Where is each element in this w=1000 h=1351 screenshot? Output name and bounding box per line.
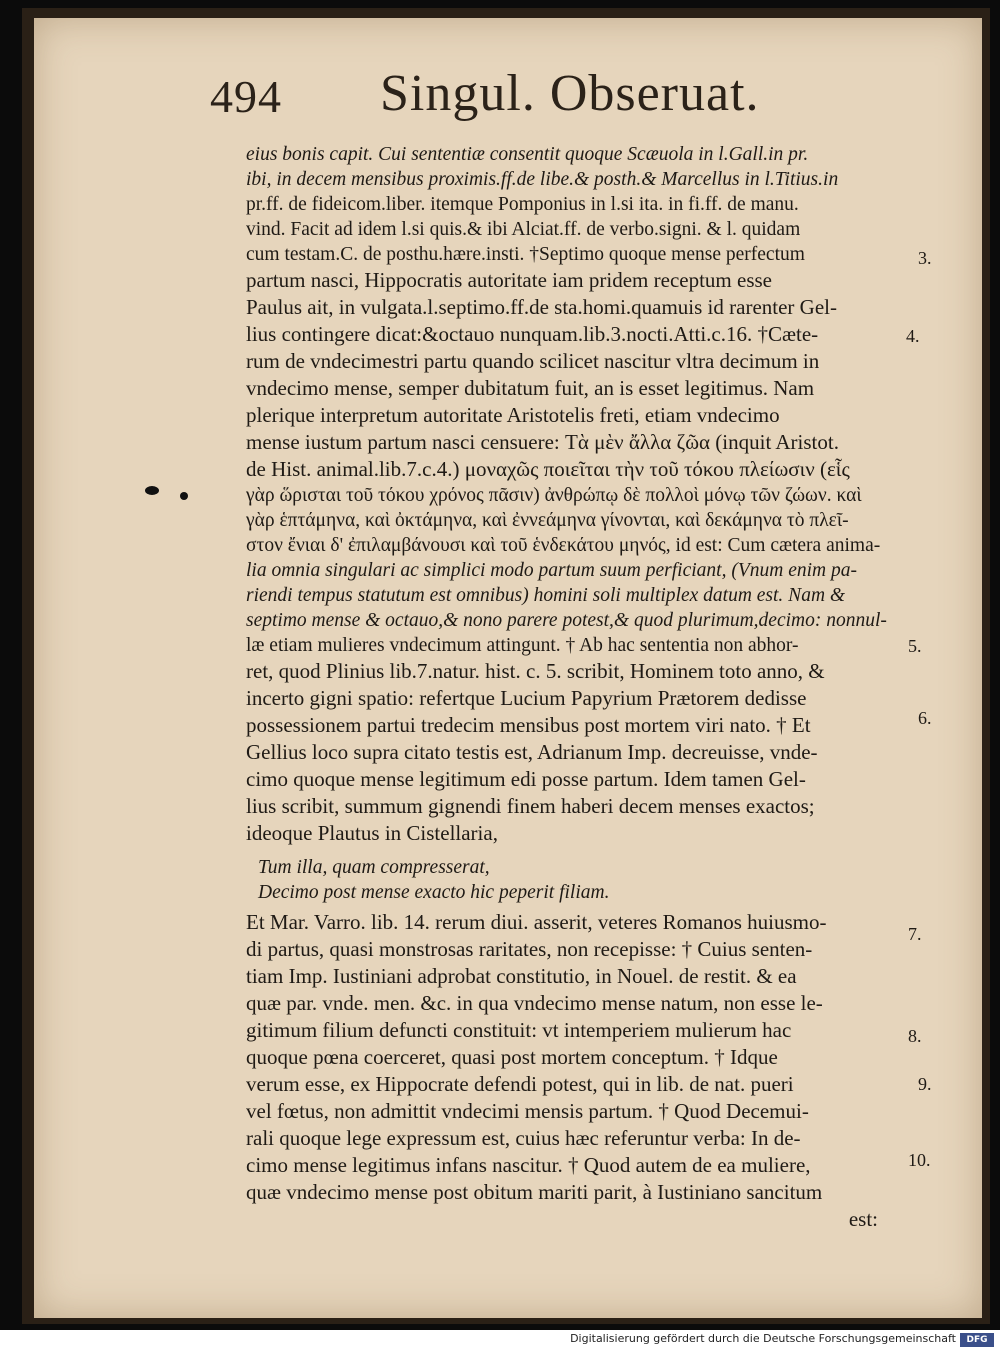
text-line: tiam Imp. Iustiniani adprobat constitutio, in Nouel. de restit. & ea (246, 964, 797, 988)
margin-number: 8. (908, 1026, 922, 1046)
text-line: gitimum filium defuncti constituit: vt intemperiem mulierum hac (246, 1018, 792, 1042)
text-line: vndecimo mense, semper dubitatum fuit, an is esset legitimus. Nam (246, 376, 815, 400)
text-line: Et Mar. Varro. lib. 14. rerum diui. asserit, veteres Romanos huiusmo- (246, 910, 827, 934)
text-line: cum testam.C. de posthu.hære.insti. †Septimo quoque mense perfectum (246, 244, 805, 265)
margin-number: 10. (908, 1150, 931, 1170)
text-line: læ etiam mulieres vndecimum attingunt. † Ab hac sententia non abhor- (246, 635, 799, 656)
text-line: plerique interpretum autoritate Aristotelis freti, etiam vndecimo (246, 403, 780, 427)
text-line: vind. Facit ad idem l.si quis.& ibi Alciat.ff. de verbo.signi. & l. quidam (246, 219, 801, 240)
text-line: γὰρ ὥρισται τοῦ τόκου χρόνος πᾶσιν) ἀνθρώπῳ δὲ πολλοὶ μόνῳ τῶν ζώων. καὶ (246, 485, 862, 506)
page-number: 494 (210, 71, 282, 122)
text-line: cimo quoque mense legitimum edi posse partum. Idem tamen Gel- (246, 767, 806, 791)
text-line: lia omnia singulari ac simplici modo partum suum perficiant, (Vnum enim pa- (246, 560, 857, 581)
text-line: verum esse, ex Hippocrate defendi potest, qui in lib. de nat. pueri (246, 1072, 794, 1096)
page-header (210, 64, 910, 144)
text-line: ideoque Plautus in Cistellaria, (246, 821, 498, 845)
text-line: στον ἔνιαι δ' ἐπιλαμβάνουσι καὶ τοῦ ἑνδεκάτου μηνός, id est: Cum cætera anima- (246, 535, 881, 556)
margin-number: 6. (918, 708, 932, 728)
text-line: rali quoque lege expressum est, cuius hæc referuntur verba: In de- (246, 1126, 801, 1150)
ink-blot (145, 486, 159, 495)
text-line: quæ par. vnde. men. &c. in qua vndecimo mense natum, non esse le- (246, 991, 823, 1015)
text-line: di partus, quasi monstrosas raritates, non recepisse: † Cuius senten- (246, 937, 813, 961)
text-line: ret, quod Plinius lib.7.natur. hist. c. 5. scribit, Hominem toto anno, & (246, 659, 825, 683)
margin-number: 3. (918, 248, 932, 268)
margin-number: 4. (906, 326, 920, 346)
text-line: septimo mense & octauo,& nono parere potest,& quod plurimum,decimo: nonnul- (246, 610, 887, 631)
text-line: pr.ff. de fideicom.liber. itemque Pomponius in l.si ita. in fi.ff. de manu. (246, 194, 799, 215)
text-line: Gellius loco supra citato testis est, Adrianum Imp. decreuisse, vnde- (246, 740, 818, 764)
text-line: incerto gigni spatio: refertque Lucium Papyrium Prætorem dedisse (246, 686, 807, 710)
body-text (246, 142, 906, 1233)
text-line: est: (848, 1207, 878, 1231)
text-line: cimo mense legitimus infans nascitur. † Quod autem de ea muliere, (246, 1153, 811, 1177)
text-line: riendi tempus statutum est omnibus) homini soli multiplex datum est. Nam & (246, 585, 846, 606)
text-line: ibi, in decem mensibus proximis.ff.de libe.& posth.& Marcellus in l.Titius.in (246, 169, 839, 190)
text-line: mense iustum partum nasci censuere: Τὰ μὲν ἄλλα ζῶα (inquit Aristot. (246, 430, 839, 454)
text-line: possessionem partui tredecim mensibus post mortem viri nato. † Et (246, 713, 811, 737)
text-line: lius contingere dicat:&octauo nunquam.lib.3.nocti.Atti.c.16. †Cæte- (246, 322, 819, 346)
margin-number: 9. (918, 1074, 932, 1094)
text-line: Paulus ait, in vulgata.l.septimo.ff.de sta.homi.quamuis id rarenter Gel- (246, 295, 837, 319)
text-line: γὰρ ἑπτάμηνα, καὶ ὀκτάμηνα, καὶ ἐννεάμηνα γίνονται, καὶ δεκάμηνα τὸ πλεῖ- (246, 510, 849, 531)
dfg-logo: DFG (960, 1333, 994, 1347)
text-line: quæ vndecimo mense post obitum mariti parit, à Iustiniano sancitum (246, 1180, 823, 1204)
margin-number: 7. (908, 924, 922, 944)
digitization-credit: Digitalisierung gefördert durch die Deutsche Forschungsgemeinschaft (570, 1332, 956, 1345)
text-line: rum de vndecimestri partu quando scilicet nascitur vltra decimum in (246, 349, 820, 373)
text-line: eius bonis capit. Cui sententiæ consentit quoque Scæuola in l.Gall.in pr. (246, 144, 809, 165)
footer-bar (0, 1330, 1000, 1351)
text-line: quoque pœna coerceret, quasi post mortem conceptum. † Idque (246, 1045, 778, 1069)
verse-line: Decimo post mense exacto hic peperit filiam. (258, 882, 610, 903)
running-head: Singul. Obseruat. (380, 65, 760, 122)
text-line: lius scribit, summum gignendi finem haberi decem menses exactos; (246, 794, 815, 818)
text-line: vel fœtus, non admittit vndecimi mensis partum. † Quod Decemui- (246, 1099, 809, 1123)
ink-blot (180, 492, 188, 500)
text-line: partum nasci, Hippocratis autoritate iam pridem receptum esse (246, 268, 772, 292)
verse-line: Tum illa, quam compresserat, (258, 857, 490, 878)
margin-number: 5. (908, 636, 922, 656)
text-line: de Hist. animal.lib.7.c.4.) μοναχῶς ποιεῖται τὴν τοῦ τόκου πλείωσιν (εἷς (246, 457, 850, 481)
